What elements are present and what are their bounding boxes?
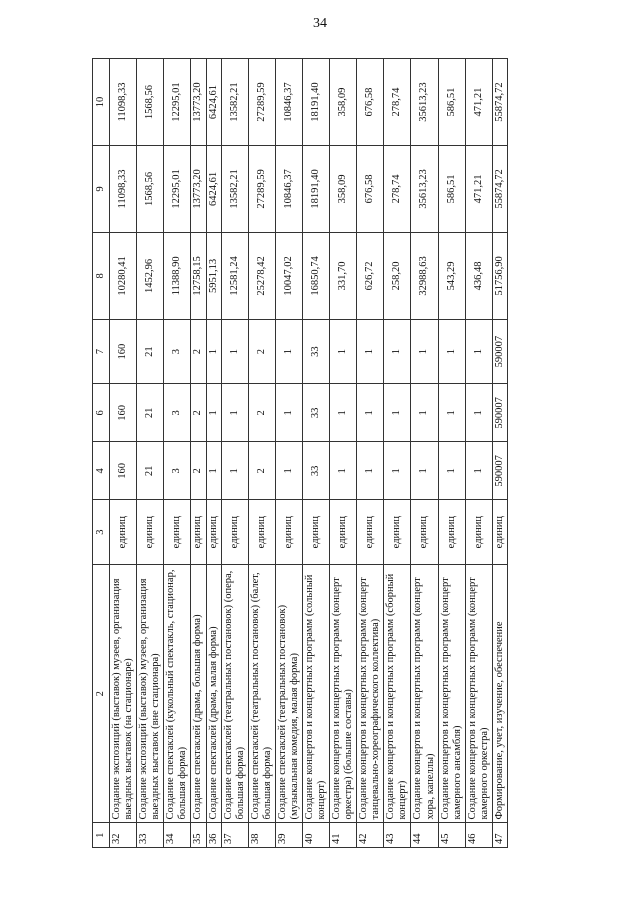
value-cell-col7: 1	[357, 319, 384, 384]
unit-cell: единиц	[191, 500, 206, 565]
row-number-cell: 47	[492, 823, 507, 848]
value-cell-col4: 2	[191, 442, 206, 500]
unit-cell: единиц	[221, 500, 248, 565]
amount-cell-col10: 35613,23	[411, 59, 438, 146]
unit-cell: единиц	[411, 500, 438, 565]
description-cell: Создание спектаклей (театральных постановок) (балет, большая форма)	[248, 564, 275, 823]
amount-cell-col10: 13773,20	[191, 59, 206, 146]
table-row	[438, 59, 465, 848]
amount-cell-col8: 12758,15	[191, 232, 206, 319]
amount-cell-col10: 10846,37	[275, 59, 302, 146]
rotated-table-wrapper	[92, 58, 592, 848]
value-cell-col6: 1	[206, 384, 221, 442]
value-cell-col7: 1	[330, 319, 357, 384]
table-header-row	[93, 59, 110, 848]
amount-cell-col9: 27289,59	[248, 145, 275, 232]
value-cell-col7: 2	[248, 319, 275, 384]
amount-cell-col8: 11388,90	[164, 232, 191, 319]
unit-cell: единиц	[137, 500, 164, 565]
row-number-cell: 34	[164, 823, 191, 848]
table-body	[110, 59, 508, 848]
table-row	[275, 59, 302, 848]
header-cell: 7	[93, 319, 110, 384]
description-cell: Создание концертов и концертных программ (сольный концерт)	[302, 564, 329, 823]
value-cell-col6: 1	[411, 384, 438, 442]
row-number-cell: 46	[465, 823, 492, 848]
value-cell-col6: 21	[137, 384, 164, 442]
row-number-cell: 33	[137, 823, 164, 848]
amount-cell-col9: 358,09	[330, 145, 357, 232]
amount-cell-col8: 25278,42	[248, 232, 275, 319]
amount-cell-col10: 471,21	[465, 59, 492, 146]
table-row	[137, 59, 164, 848]
unit-cell: единиц	[330, 500, 357, 565]
value-cell-col7: 1	[465, 319, 492, 384]
description-cell: Создание экспозиций (выставок) музеев, организация выездных выставок (вне стационара)	[137, 564, 164, 823]
amount-cell-col10: 12295,01	[164, 59, 191, 146]
description-cell: Создание спектаклей (драма, большая форма)	[191, 564, 206, 823]
value-cell-col4: 3	[164, 442, 191, 500]
amount-cell-col10: 358,09	[330, 59, 357, 146]
amount-cell-col8: 543,29	[438, 232, 465, 319]
amount-cell-col9: 55874,72	[492, 145, 507, 232]
amount-cell-col8: 10047,02	[275, 232, 302, 319]
row-number-cell: 40	[302, 823, 329, 848]
budget-table	[92, 58, 508, 848]
value-cell-col6: 1	[384, 384, 411, 442]
unit-cell: единиц	[206, 500, 221, 565]
unit-cell: единиц	[384, 500, 411, 565]
row-number-cell: 36	[206, 823, 221, 848]
amount-cell-col8: 16850,74	[302, 232, 329, 319]
table-row	[302, 59, 329, 848]
value-cell-col4: 160	[110, 442, 137, 500]
value-cell-col6: 33	[302, 384, 329, 442]
table-row	[110, 59, 137, 848]
amount-cell-col8: 5951,13	[206, 232, 221, 319]
value-cell-col7: 1	[384, 319, 411, 384]
table-row	[206, 59, 221, 848]
amount-cell-col10: 676,58	[357, 59, 384, 146]
unit-cell: единиц	[302, 500, 329, 565]
description-cell: Создание концертов и концертных программ (концерт танцевально-хореографического коллектива)	[357, 564, 384, 823]
table-row	[221, 59, 248, 848]
amount-cell-col9: 471,21	[465, 145, 492, 232]
description-cell: Формирование, учет, изучение, обеспечение	[492, 564, 507, 823]
value-cell-col7: 3	[164, 319, 191, 384]
value-cell-col7: 1	[411, 319, 438, 384]
unit-cell: единиц	[275, 500, 302, 565]
unit-cell: единиц	[438, 500, 465, 565]
row-number-cell: 43	[384, 823, 411, 848]
description-cell: Создание экспозиций (выставок) музеев, организация выездных выставок (на стационаре)	[110, 564, 137, 823]
value-cell-col4: 1	[411, 442, 438, 500]
value-cell-col7: 21	[137, 319, 164, 384]
table-row	[357, 59, 384, 848]
table-row	[330, 59, 357, 848]
description-cell: Создание концертов и концертных программ (концерт оркестра) (большие составы)	[330, 564, 357, 823]
value-cell-col4: 21	[137, 442, 164, 500]
amount-cell-col10: 11098,33	[110, 59, 137, 146]
table-row	[465, 59, 492, 848]
row-number-cell: 41	[330, 823, 357, 848]
value-cell-col6: 3	[164, 384, 191, 442]
header-cell: 3	[93, 500, 110, 565]
value-cell-col4: 1	[221, 442, 248, 500]
row-number-cell: 44	[411, 823, 438, 848]
amount-cell-col9: 12295,01	[164, 145, 191, 232]
description-cell: Создание спектаклей (театральных постановок) (музыкальная комедия, малая форма)	[275, 564, 302, 823]
row-number-cell: 42	[357, 823, 384, 848]
amount-cell-col9: 676,58	[357, 145, 384, 232]
value-cell-col4: 1	[357, 442, 384, 500]
value-cell-col7: 2	[191, 319, 206, 384]
amount-cell-col9: 278,74	[384, 145, 411, 232]
amount-cell-col9: 586,51	[438, 145, 465, 232]
value-cell-col6: 1	[221, 384, 248, 442]
value-cell-col6: 1	[465, 384, 492, 442]
unit-cell: единиц	[465, 500, 492, 565]
header-cell: 4	[93, 442, 110, 500]
description-cell: Создание концертов и концертных программ (концерт камерного оркестра)	[465, 564, 492, 823]
value-cell-col6: 1	[330, 384, 357, 442]
row-number-cell: 45	[438, 823, 465, 848]
value-cell-col7: 590007	[492, 319, 507, 384]
header-cell: 1	[93, 823, 110, 848]
unit-cell: единиц	[492, 500, 507, 565]
amount-cell-col9: 13773,20	[191, 145, 206, 232]
value-cell-col7: 1	[438, 319, 465, 384]
amount-cell-col10: 586,51	[438, 59, 465, 146]
unit-cell: единиц	[357, 500, 384, 565]
amount-cell-col8: 12581,24	[221, 232, 248, 319]
value-cell-col4: 2	[248, 442, 275, 500]
table-row	[492, 59, 507, 848]
value-cell-col4: 1	[206, 442, 221, 500]
amount-cell-col9: 11098,33	[110, 145, 137, 232]
amount-cell-col10: 1568,56	[137, 59, 164, 146]
value-cell-col7: 1	[275, 319, 302, 384]
value-cell-col4: 1	[438, 442, 465, 500]
unit-cell: единиц	[164, 500, 191, 565]
amount-cell-col10: 278,74	[384, 59, 411, 146]
header-cell: 6	[93, 384, 110, 442]
header-cell: 2	[93, 564, 110, 823]
table-row	[384, 59, 411, 848]
amount-cell-col9: 10846,37	[275, 145, 302, 232]
value-cell-col6: 1	[275, 384, 302, 442]
value-cell-col6: 2	[248, 384, 275, 442]
row-number-cell: 39	[275, 823, 302, 848]
header-cell: 10	[93, 59, 110, 146]
row-number-cell: 35	[191, 823, 206, 848]
amount-cell-col10: 6424,61	[206, 59, 221, 146]
amount-cell-col10: 18191,40	[302, 59, 329, 146]
value-cell-col7: 33	[302, 319, 329, 384]
amount-cell-col9: 1568,56	[137, 145, 164, 232]
description-cell: Создание концертов и концертных программ (концерт камерного ансамбля)	[438, 564, 465, 823]
table-row	[191, 59, 206, 848]
amount-cell-col10: 27289,59	[248, 59, 275, 146]
amount-cell-col8: 10280,41	[110, 232, 137, 319]
description-cell: Создание спектаклей (театральных постановок) (опера, большая форма)	[221, 564, 248, 823]
description-cell: Создание концертов и концертных программ (концерт хора, капеллы)	[411, 564, 438, 823]
value-cell-col6: 160	[110, 384, 137, 442]
table-row	[411, 59, 438, 848]
table-row	[248, 59, 275, 848]
amount-cell-col8: 331,70	[330, 232, 357, 319]
amount-cell-col8: 1452,96	[137, 232, 164, 319]
row-number-cell: 32	[110, 823, 137, 848]
description-cell: Создание спектаклей (кукольный спектакль, стационар, большая форма)	[164, 564, 191, 823]
value-cell-col4: 1	[330, 442, 357, 500]
value-cell-col6: 590007	[492, 384, 507, 442]
description-cell: Создание спектаклей (драма, малая форма)	[206, 564, 221, 823]
amount-cell-col9: 13582,21	[221, 145, 248, 232]
unit-cell: единиц	[110, 500, 137, 565]
header-cell: 8	[93, 232, 110, 319]
value-cell-col7: 1	[206, 319, 221, 384]
amount-cell-col8: 32988,63	[411, 232, 438, 319]
amount-cell-col9: 35613,23	[411, 145, 438, 232]
amount-cell-col10: 13582,21	[221, 59, 248, 146]
value-cell-col6: 1	[438, 384, 465, 442]
amount-cell-col8: 436,48	[465, 232, 492, 319]
row-number-cell: 38	[248, 823, 275, 848]
value-cell-col6: 1	[357, 384, 384, 442]
amount-cell-col8: 258,20	[384, 232, 411, 319]
header-cell: 9	[93, 145, 110, 232]
amount-cell-col8: 51756,90	[492, 232, 507, 319]
unit-cell: единиц	[248, 500, 275, 565]
table-row	[164, 59, 191, 848]
value-cell-col4: 1	[384, 442, 411, 500]
value-cell-col7: 1	[221, 319, 248, 384]
amount-cell-col10: 55874,72	[492, 59, 507, 146]
value-cell-col4: 1	[275, 442, 302, 500]
amount-cell-col9: 6424,61	[206, 145, 221, 232]
amount-cell-col9: 18191,40	[302, 145, 329, 232]
value-cell-col4: 590007	[492, 442, 507, 500]
page-number: 34	[313, 16, 327, 31]
value-cell-col4: 33	[302, 442, 329, 500]
description-cell: Создание концертов и концертных программ (сборный концерт)	[384, 564, 411, 823]
amount-cell-col8: 626,72	[357, 232, 384, 319]
row-number-cell: 37	[221, 823, 248, 848]
value-cell-col4: 1	[465, 442, 492, 500]
value-cell-col6: 2	[191, 384, 206, 442]
value-cell-col7: 160	[110, 319, 137, 384]
